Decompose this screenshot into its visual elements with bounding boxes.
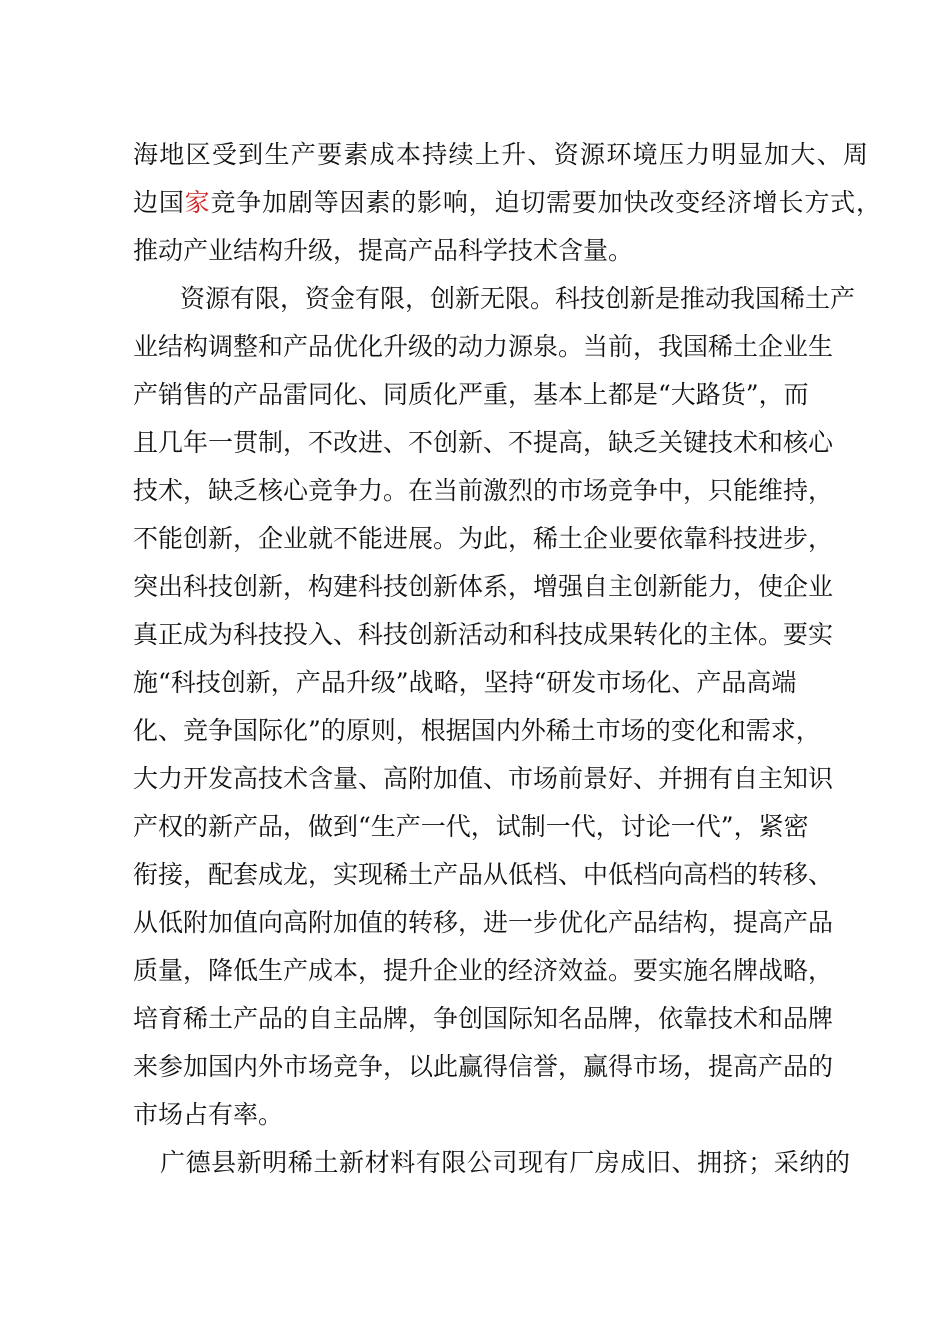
text-line: 来参加国内外市场竞争，以此赢得信誉，赢得市场，提高产品的 (133, 1052, 834, 1081)
text-line: 从低附加值向高附加值的转移，进一步优化产品结构，提高产品 (133, 908, 834, 937)
text-line: 真正成为科技投入、科技创新活动和科技成果转化的主体。要实 (133, 620, 834, 649)
text-run: 竞争加剧等因素的影响，迫切需要加快改变经济增长方式， (210, 188, 882, 217)
text-line: 且几年一贯制，不改进、不创新、不提高，缺乏关键技术和核心 (133, 428, 834, 457)
highlighted-character: 家 (184, 188, 211, 217)
text-line: 化、竞争国际化”的原则，根据国内外稀土市场的变化和需求， (133, 716, 821, 745)
text-line: 施“科技创新，产品升级”战略，坚持“研发市场化、产品高端 (133, 668, 797, 697)
text-line: 质量，降低生产成本，提升企业的经济效益。要实施名牌战略， (133, 956, 834, 985)
paragraph-first-line: 资源有限，资金有限，创新无限。科技创新是推动我国稀土产 (180, 284, 856, 313)
text-line: 产销售的产品雷同化、同质化严重，基本上都是“大路货”，而 (133, 380, 809, 409)
text-line: 突出科技创新，构建科技创新体系，增强自主创新能力，使企业 (133, 572, 834, 601)
text-line: 技术，缺乏核心竞争力。在当前激烈的市场竞争中，只能维持， (133, 476, 834, 505)
text-line: 产权的新产品，做到“生产一代，试制一代，讨论一代”，紧密 (133, 812, 809, 841)
text-line: 推动产业结构升级，提高产品科学技术含量。 (133, 236, 634, 265)
text-line (133, 186, 882, 220)
text-line: 市场占有率。 (133, 1100, 284, 1129)
text-line: 培育稀土产品的自主品牌，争创国际知名品牌，依靠技术和品牌 (133, 1004, 834, 1033)
text-line: 海地区受到生产要素成本持续上升、资源环境压力明显加大、周 (133, 140, 870, 169)
text-line: 不能创新，企业就不能进展。为此，稀土企业要依靠科技进步， (133, 524, 834, 553)
paragraph-first-line: 广德县新明稀土新材料有限公司现有厂房成旧、拥挤；采纳的 (160, 1148, 851, 1177)
text-run: 边国 (133, 188, 185, 217)
text-line: 业结构调整和产品优化升级的动力源泉。当前，我国稀土企业生 (133, 332, 834, 361)
text-line: 衔接，配套成龙，实现稀土产品从低档、中低档向高档的转移、 (133, 860, 834, 889)
text-line: 大力开发高技术含量、高附加值、市场前景好、并拥有自主知识 (133, 764, 834, 793)
